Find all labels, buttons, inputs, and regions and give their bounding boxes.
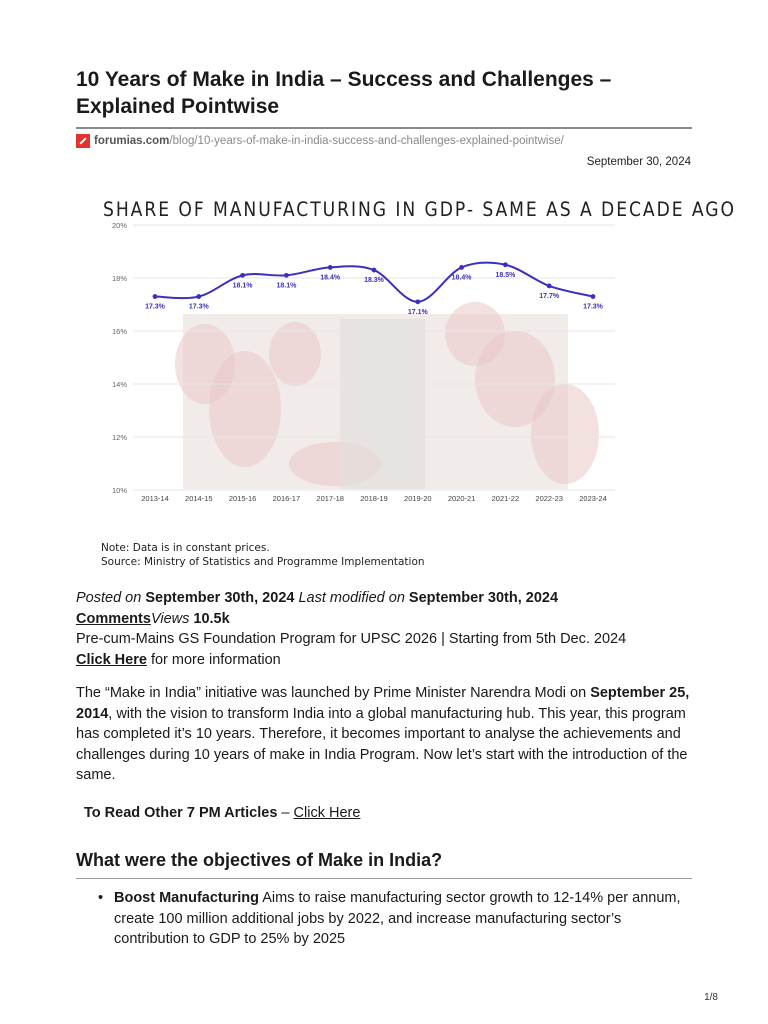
data-point xyxy=(153,294,158,299)
data-label: 17.3% xyxy=(583,303,603,311)
more-info-text: for more information xyxy=(150,651,281,668)
source-url[interactable] xyxy=(76,133,564,149)
intro-text-2: , with the vision to transform India into a global manufacturing hub. This year, this program has completed it’s 10 years. Therefore, it becomes important to analyse the achievements and challenges during 10 years of make in India Program. Now let’s start with the introduction of the same. xyxy=(76,705,688,784)
x-tick-label: 2023-24 xyxy=(579,494,607,503)
read-other-dash: – xyxy=(281,805,290,821)
list-item xyxy=(96,888,696,950)
data-label: 18.3% xyxy=(364,277,384,285)
intro-paragraph xyxy=(76,683,700,786)
x-tick-label: 2016-17 xyxy=(272,494,301,503)
data-label: 17.3% xyxy=(145,303,165,311)
chart-note-constant-prices: Note: Data is in constant prices. xyxy=(101,542,270,554)
forumias-favicon-icon xyxy=(76,134,90,148)
data-point xyxy=(284,273,289,278)
data-label: 18.1% xyxy=(276,282,297,290)
x-tick-label: 2020-21 xyxy=(447,494,476,503)
program-announcement: Pre-cum-Mains GS Foundation Program for UPSC 2026 | Starting from 5th Dec. 2024 xyxy=(76,631,627,647)
posted-on-date: September 30th, 2024 xyxy=(145,590,295,606)
intro-text-1: The “Make in India” initiative was launched by Prime Minister Narendra Modi on xyxy=(76,685,587,701)
title-divider xyxy=(76,127,692,129)
x-tick-label: 2019-20 xyxy=(404,494,432,503)
data-point xyxy=(240,273,245,278)
factory-robot-shape xyxy=(445,302,505,366)
x-tick-label: 2022-23 xyxy=(535,494,563,503)
views-label: Views xyxy=(150,610,190,627)
views-count: 10.5k xyxy=(193,610,230,627)
page-number: 1/8 xyxy=(704,992,718,1003)
data-point xyxy=(591,294,596,299)
factory-assembly-line-shape xyxy=(340,319,425,489)
y-tick-label: 14% xyxy=(111,380,127,389)
y-tick-label: 18% xyxy=(111,274,127,283)
chart-note xyxy=(101,541,425,569)
bullet-title: Boost Manufacturing xyxy=(114,890,259,906)
chart-title: SHARE OF MANUFACTURING IN GDP- SAME AS A DECADE AGO xyxy=(103,198,736,221)
factory-robot-shape xyxy=(531,384,599,484)
program-click-here-link[interactable]: Click Here xyxy=(76,651,147,668)
x-tick-label: 2017-18 xyxy=(316,494,344,503)
data-point xyxy=(372,268,377,273)
url-domain: forumias.com xyxy=(94,135,170,147)
modified-label: Last modified on xyxy=(298,590,405,606)
factory-robot-shape xyxy=(269,322,321,386)
data-label: 18.4% xyxy=(451,274,472,282)
url-path: /blog/10-years-of-make-in-india-success-and-challenges-explained-pointwise/ xyxy=(169,135,564,147)
x-tick-label: 2013-14 xyxy=(141,494,169,503)
bullet-text: Aims to raise manufacturing sector growth to 12-14% per annum, create 100 million additional jobs by 2022, and increase manufacturing sector’s contribution to GDP to 25% by 2025 xyxy=(114,890,681,948)
y-tick-label: 10% xyxy=(111,486,127,495)
data-label: 17.3% xyxy=(188,303,209,311)
x-tick-label: 2015-16 xyxy=(228,494,257,503)
chart-figure xyxy=(95,194,736,574)
read-other-articles xyxy=(84,805,360,821)
y-tick-label: 12% xyxy=(111,433,127,442)
data-label: 18.1% xyxy=(232,282,253,290)
data-label: 17.1% xyxy=(407,308,428,316)
read-other-label: To Read Other 7 PM Articles xyxy=(84,805,278,821)
comments-link[interactable]: Comments xyxy=(76,610,151,627)
publish-date: September 30, 2024 xyxy=(586,156,691,168)
posted-on-label: Posted on xyxy=(76,590,142,606)
read-other-click-here-link[interactable]: Click Here xyxy=(293,805,361,821)
y-tick-label: 20% xyxy=(111,221,127,230)
chart-note-source: Source: Ministry of Statistics and Programme Implementation xyxy=(101,556,425,568)
data-point xyxy=(415,299,420,304)
data-point xyxy=(547,284,552,289)
data-point xyxy=(328,265,333,270)
data-point xyxy=(196,294,201,299)
factory-robot-shape xyxy=(209,351,281,467)
section-heading: What were the objectives of Make in India? xyxy=(76,850,443,870)
data-label: 18.4% xyxy=(320,274,341,282)
x-tick-label: 2014-15 xyxy=(185,494,213,503)
x-tick-label: 2021-22 xyxy=(491,494,520,503)
intro-launch-date: September 25, 2014 xyxy=(76,685,690,722)
data-label: 18.5% xyxy=(495,271,516,279)
y-tick-label: 16% xyxy=(111,327,127,336)
modified-date: September 30th, 2024 xyxy=(408,590,559,606)
page-title: 10 Years of Make in India – Success and Challenges – Explained Pointwise xyxy=(76,68,612,118)
post-meta xyxy=(76,588,696,670)
section-divider xyxy=(76,878,692,879)
manufacturing-share-line-chart xyxy=(95,214,675,544)
x-tick-label: 2018-19 xyxy=(360,494,388,503)
data-label: 17.7% xyxy=(539,292,560,300)
objectives-list xyxy=(96,888,696,950)
data-point xyxy=(503,262,508,267)
data-point xyxy=(459,265,464,270)
